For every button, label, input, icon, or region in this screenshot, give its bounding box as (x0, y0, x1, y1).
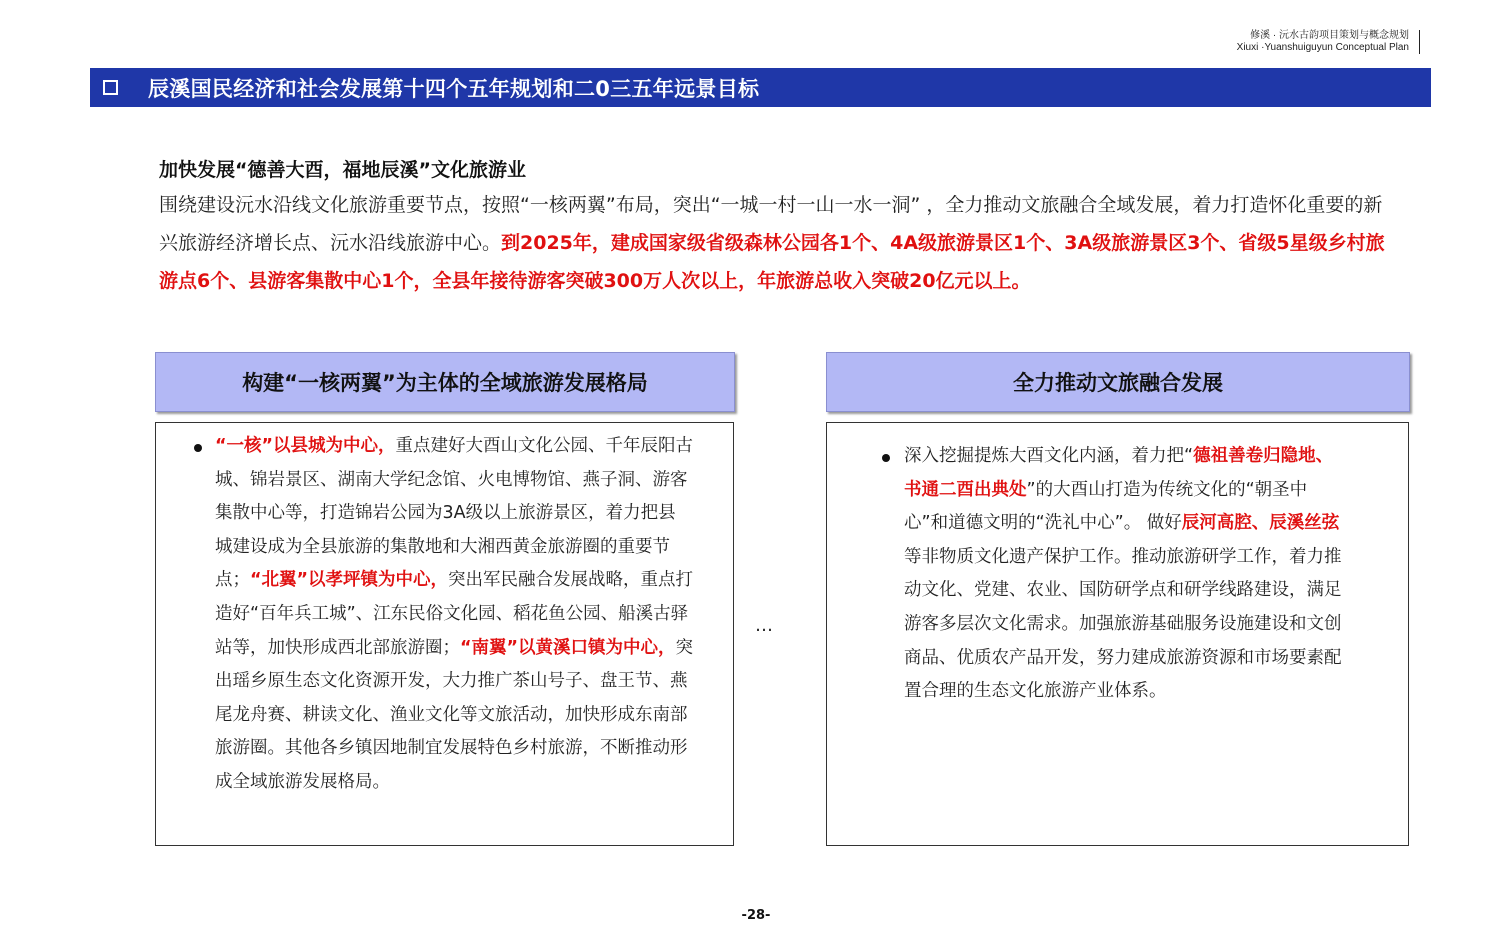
right-panel-title-text: 全力推动文旅融合发展 (1013, 371, 1223, 395)
right-text-1: 深入挖掘提炼大酉文化内涵，着力把“ (904, 446, 1194, 466)
doc-title-en: Xiuxi ·Yuanshuiguyun Conceptual Plan (1236, 42, 1409, 53)
south-wing-highlight: “南翼”以黄溪口镇为中心， (460, 637, 676, 658)
intro-block (159, 154, 1399, 300)
south-wing-text: 突出瑶乡原生态文化资源开发，大力推广茶山号子、盘王节、燕尾龙舟赛、耕读文化、渔业文化等文旅活动，加快形成东南部旅游圈。其他各乡镇因地制宜发展特色乡村旅游，不断推动形成全域旅游发展格局。 (215, 637, 694, 792)
bullet-icon (194, 444, 202, 452)
left-panel-title-text: 构建“一核两翼”为主体的全域旅游发展格局 (242, 371, 648, 395)
left-panel (155, 422, 734, 846)
right-highlight-1: 德祖善卷归隐地、书通二酉出典处 (904, 446, 1334, 500)
north-wing-text: 突出军民融合发展战略，重点打造好“百年兵工城”、江东民俗文化园、稻花鱼公园、船溪古驿站等，加快形成西北部旅游圈； (215, 570, 694, 658)
right-panel-text (904, 440, 1344, 709)
core-highlight: “一核”以县城为中心， (215, 436, 396, 456)
ellipsis: … (755, 615, 773, 636)
left-panel-text (215, 430, 693, 800)
intro-body-highlight: 到2025年，建成国家级省级森林公园各1个、4A级旅游景区1个、3A级旅游景区3个、省级5星级乡村旅游点6个、县游客集散中心1个，全县年接待游客突破300万人次以上，年旅游总收入突破20亿元以上。 (159, 232, 1385, 292)
bullet-icon (882, 454, 890, 462)
north-wing-highlight: “北翼”以孝坪镇为中心， (250, 570, 449, 591)
document-header (1237, 30, 1420, 54)
right-panel-title (826, 352, 1410, 412)
core-text: 重点建好大酉山文化公园、千年辰阳古城、锦岩景区、湖南大学纪念馆、火电博物馆、燕子洞、游客集散中心等，打造锦岩公园为3A级以上旅游景区，着力把县城建设成为全县旅游的集散地和大湘西黄金旅游圈的重要节点； (215, 436, 694, 591)
right-text-2: ”的大酉山打造为传统文化的“朝圣中心”和道德文明的“洗礼中心”。 做好 (904, 479, 1308, 534)
right-panel (826, 422, 1409, 846)
checkbox-square-icon (103, 80, 118, 95)
intro-heading: 加快发展“德善大酉，福地辰溪”文化旅游业 (159, 159, 526, 181)
left-panel-title (155, 352, 735, 412)
right-text-3: 等非物质文化遗产保护工作。推动旅游研学工作，着力推动文化、党建、农业、国防研学点和研学线路建设，满足游客多层次文化需求。加强旅游基础服务设施建设和文创商品、优质农产品开发，努力建成旅游资源和市场要素配置合理的生态文化旅游产业体系。 (904, 546, 1342, 702)
section-title: 辰溪国民经济和社会发展第十四个五年规划和二0三五年远景目标 (148, 76, 760, 101)
right-highlight-2: 辰河高腔、辰溪丝弦 (1181, 513, 1340, 534)
page-number: -28- (741, 908, 771, 923)
doc-title-cn: 修溪 · 沅水古韵项目策划与概念规划 (1250, 30, 1409, 41)
section-title-bar (90, 68, 1431, 107)
intro-body (159, 186, 1399, 300)
intro-body-plain: 围绕建设沅水沿线文化旅游重要节点，按照“一核两翼”布局，突出“一城一村一山一水一洞” ，全力推动文旅融合全域发展，着力打造怀化重要的新兴旅游经济增长点、沅水沿线旅游中心。 (159, 194, 1383, 254)
